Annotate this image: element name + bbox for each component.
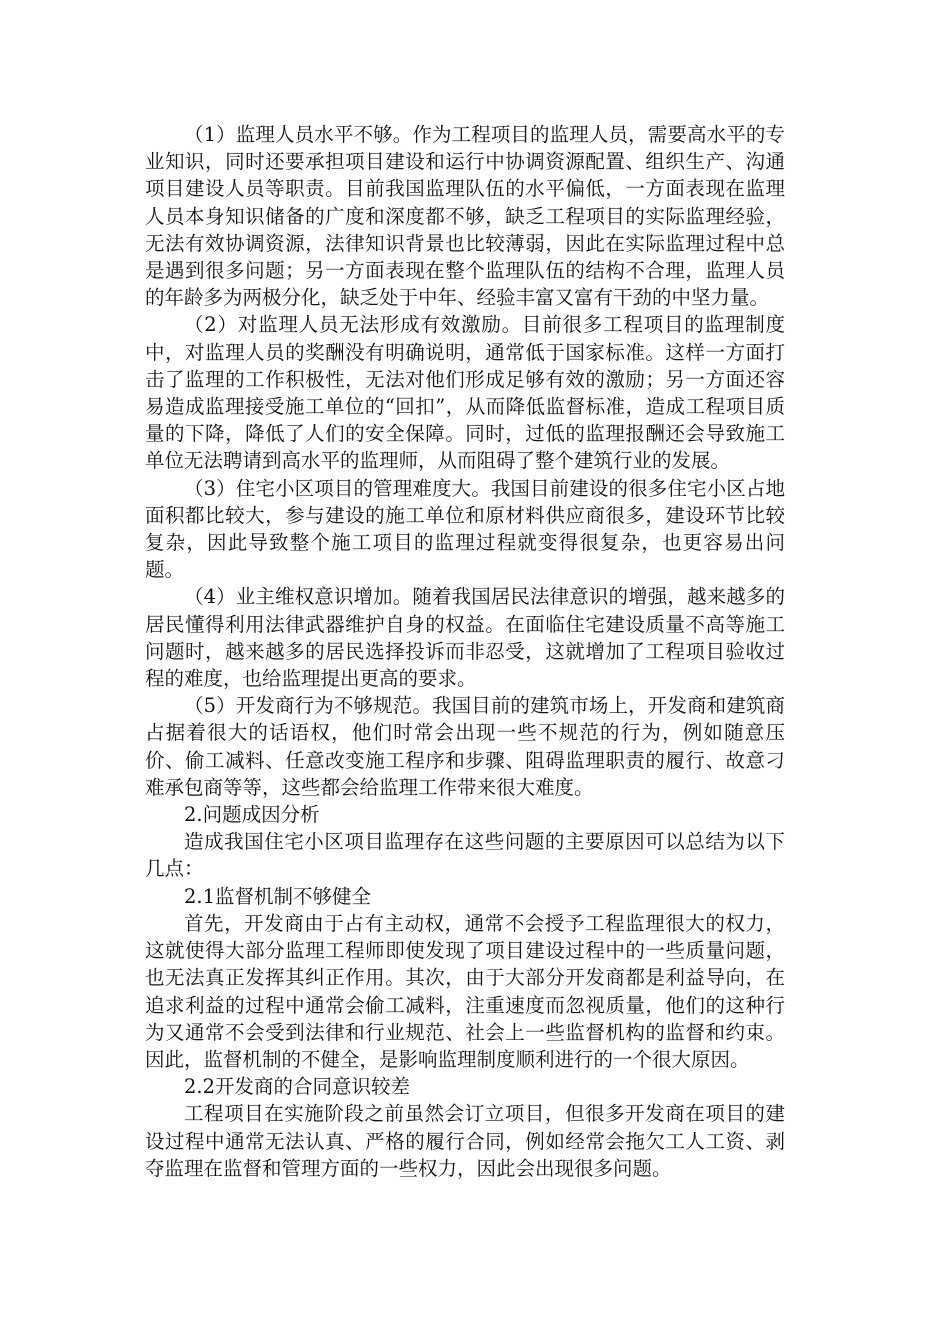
paragraph-contract-awareness: 工程项目在实施阶段之前虽然会订立项目，但很多开发商在项目的建设过程中通常无法认真、严格的履行合同，例如经常会拖欠工人工资、剥夺监理在监督和管理方面的一些权力，因此会出现很多问题。 bbox=[145, 1102, 785, 1180]
paragraph-supervision-mechanism: 首先，开发商由于占有主动权，通常不会授予工程监理很大的权力，这就使得大部分监理工程师即使发现了项目建设过程中的一些质量问题，也无法真正发挥其纠正作用。其次，由于大部分开发商都是利益导向，在追求利益的过程中通常会偷工减料，注重速度而忽视质量，他们的这种行为又通常不会受到法律和行业规范、社会上一些监督机构的监督和约束。因此，监督机制的不健全，是影响监理制度顺利进行的一个很大原因。 bbox=[145, 911, 785, 1071]
heading-supervision-mechanism: 2.1监督机制不够健全 bbox=[184, 884, 372, 908]
paragraph-developer-behavior: （5）开发商行为不够规范。我国目前的建筑市场上，开发商和建筑商占据着很大的话语权，他们时常会出现一些不规范的行为，例如随意压价、偷工减料、任意改变施工程序和步骤、阻碍监理职责的履行、故意刁难承包商等等，这些都会给监理工作带来很大难度。 bbox=[145, 694, 785, 799]
paragraph-staff-level: （1）监理人员水平不够。作为工程项目的监理人员，需要高水平的专业知识，同时还要承担项目建设和运行中协调资源配置、组织生产、沟通项目建设人员等职责。目前我国监理队伍的水平偏低，一方面表现在监理人员本身知识储备的广度和深度都不够，缺乏工程项目的实际监理经验，无法有效协调资源，法律知识背景也比较薄弱，因此在实际监理过程中总是遇到很多问题；另一方面表现在整个监理队伍的结构不合理，监理人员的年龄多为两极分化，缺乏处于中年、经验丰富又富有干劲的中坚力量。 bbox=[145, 123, 785, 310]
heading-cause-analysis: 2.问题成因分析 bbox=[184, 803, 320, 827]
document-page bbox=[145, 121, 785, 1182]
heading-contract-awareness: 2.2开发商的合同意识较差 bbox=[184, 1075, 411, 1099]
paragraph-management-difficulty: （3）住宅小区项目的管理难度大。我国目前建设的很多住宅小区占地面积都比较大，参与建设的施工单位和原材料供应商很多，建设环节比较复杂，因此导致整个施工项目的监理过程就变得很复杂，也更容易出问题。 bbox=[145, 476, 785, 582]
paragraph-cause-intro: 造成我国住宅小区项目监理存在这些问题的主要原因可以总结为以下几点： bbox=[145, 830, 785, 881]
paragraph-owner-rights: （4）业主维权意识增加。随着我国居民法律意识的增强，越来越多的居民懂得利用法律武器维护自身的权益。在面临住宅建设质量不高等施工问题时，越来越多的居民选择投诉而非忍受，这就增加了工程项目验收过程的难度，也给监理提出更高的要求。 bbox=[145, 585, 785, 691]
paragraph-incentive: （2）对监理人员无法形成有效激励。目前很多工程项目的监理制度中，对监理人员的奖酬没有明确说明，通常低于国家标准。这样一方面打击了监理的工作积极性，无法对他们形成足够有效的激励；另一方面还容易造成监理接受施工单位的“回扣”，从而降低监督标准，造成工程项目质量的下降，降低了人们的安全保障。同时，过低的监理报酬还会导致施工单位无法聘请到高水平的监理师，从而阻碍了整个建筑行业的发展。 bbox=[145, 313, 785, 473]
